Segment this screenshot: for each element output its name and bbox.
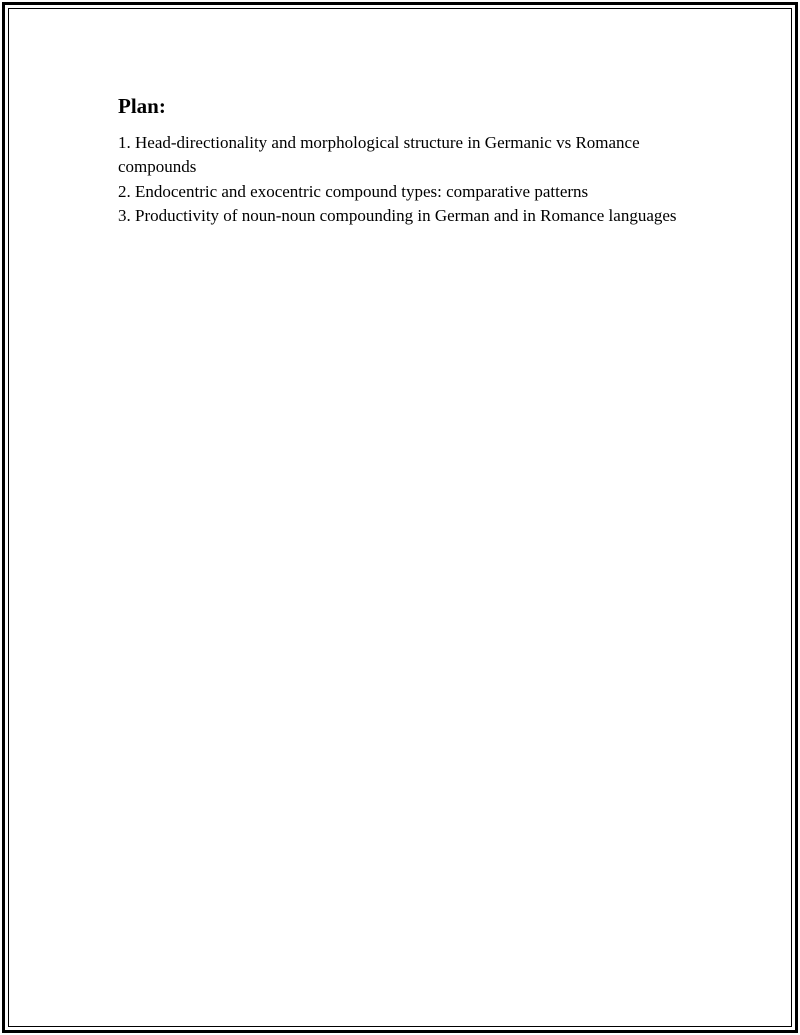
plan-list (118, 131, 698, 228)
plan-item-1: 1. Head-directionality and morphological structure in Germanic vs Romance compounds (118, 133, 640, 177)
document-content (118, 93, 698, 228)
plan-item-3: 3. Productivity of noun-noun compounding in German and in Romance languages (118, 205, 677, 225)
plan-item-2: 2. Endocentric and exocentric compound types: comparative patterns (118, 181, 589, 201)
plan-heading: Plan: (118, 94, 166, 118)
